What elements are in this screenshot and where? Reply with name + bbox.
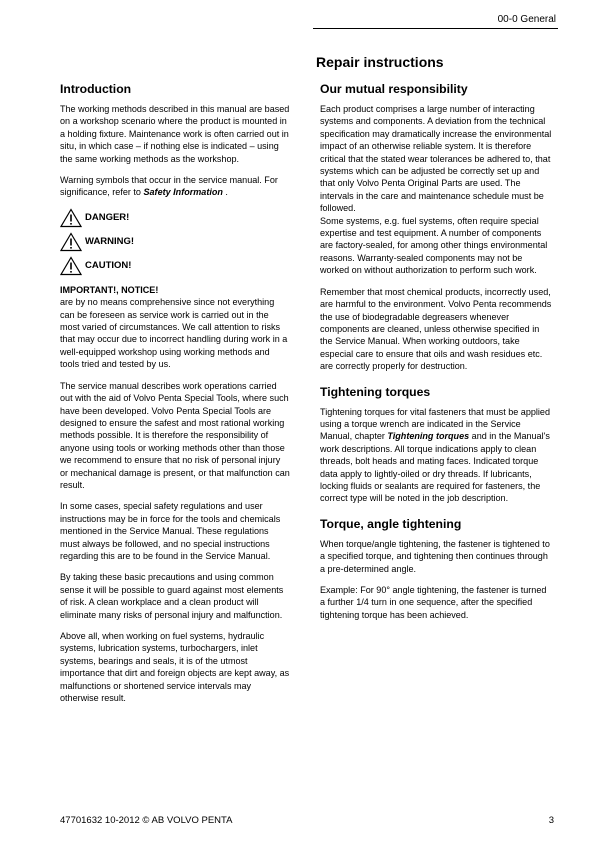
- responsibility-paragraph-2: Remember that most chemical products, incorrectly used, are harmful to the environment. Volvo Penta recommends the use of biodegradable degreasers whenever components are cleaned, unless otherwise specified in the Service Manual. When working outdoors, take especial care to ensure that oils and wash residues etc. are correctly properly for destruction.: [320, 286, 552, 372]
- warning-warning: [60, 232, 290, 252]
- tightening-torques-heading: Tightening torques: [320, 384, 431, 399]
- intro-p2-text: Warning symbols that occur in the service manual. For significance, refer to: [60, 175, 278, 198]
- intro-paragraph-1: The working methods described in this manual are based on a workshop scenario where the product is mounted in a holding fixture. Maintenance work is often carried out in situ, in which case – if nothing else is indicated – using the same working methods as the workshop.: [60, 104, 290, 164]
- right-column: [320, 82, 553, 630]
- warning-triangle-icon: [60, 232, 82, 252]
- page-title: Repair instructions: [316, 54, 444, 70]
- intro-p2-end: .: [222, 187, 228, 198]
- warning-label-caution: CAUTION!: [85, 259, 132, 271]
- angle-tightening-heading: Torque, angle tightening: [320, 516, 462, 531]
- safety-information-reference: Safety Information: [143, 187, 223, 198]
- warning-label-warning: WARNING!: [85, 235, 135, 247]
- left-column: [60, 82, 290, 713]
- regulations-paragraph: In some cases, special safety regulations and user instructions may be in force for the tools and chemicals mentioned in the Service Manual. These regulations must always be followed, and no special instructions regarding this are to be found in the Service Manual.: [60, 501, 281, 561]
- warning-triangle-icon: [60, 256, 82, 276]
- precautions-paragraph: By taking these basic precautions and using common sense it will be possible to guard against most elements of risk. A clean workplace and a clean product will eliminate many risks of personal injury and malfunction.: [60, 572, 284, 620]
- angle-tightening-paragraph-1: When torque/angle tightening, the fastener is tightened to a specified torque, and tightening then continues through a pre-determined angle.: [320, 538, 550, 574]
- introduction-heading: Introduction: [60, 82, 132, 96]
- footer-doc-info: 47701632 10-2012 © AB VOLVO PENTA: [60, 815, 233, 826]
- warning-caution: [60, 256, 290, 276]
- tightening-torques-paragraph: [320, 406, 553, 505]
- warning-danger: [60, 208, 290, 228]
- special-tools-paragraph: The service manual describes work operations carried out with the aid of Volvo Penta Special Tools, where such have been developed. Volvo Penta Special Tools are designed to ensure the safest and most rational working methods possible. It is therefore the responsibility of anyone using tools or working methods other than those we recommend to ensure that no risk of personal injury or mechanical damage is present, or that malfunction can result.: [60, 380, 290, 490]
- responsibility-paragraph-1: Each product comprises a large number of interacting systems and components. A deviation from the technical specification may dramatically increase the environmental impact of an otherwise reliable system. It is therefore critical that the stated wear tolerances be adhered to, that systems which can be adjusted be correctly set up and that only Volvo Penta Original Parts are used. The intervals in the care and maintenance schedule must be followed.: [320, 104, 552, 214]
- notice-paragraph: are by no means comprehensive since not everything can be foreseen as service work is carried out in the most varied of circumstances. We call attention to risks that may occur due to incorrect handling during work in a well-equipped workshop using working methods and tools tried and tested by us.: [60, 297, 288, 370]
- warning-label-danger: DANGER!: [85, 211, 130, 223]
- angle-tightening-paragraph-2: Example: For 90° angle tightening, the fastener is turned a further 1/4 turn in one sequence, after the specified tightening torque has been achieved.: [320, 585, 547, 620]
- tightening-torques-reference: Tightening torques: [387, 431, 470, 442]
- page-number: 3: [548, 815, 554, 826]
- torque-text-a: Tightening torques for vital fasteners that must be applied using a torque wrench are indicated in the Service Manual, chapter: [320, 406, 550, 442]
- header-section: 00-0 General: [497, 14, 556, 25]
- header-rule: [313, 28, 558, 29]
- warning-triangle-icon: [60, 208, 82, 228]
- intro-paragraph-2: [60, 174, 290, 199]
- torque-text-b: and in the Manual's work descriptions. All torque indications apply to clean threads, bolt heads and mating faces. Indicated torque data apply to lightly-oiled or dry threads. If lubricants, locking fluids or sealants are required for fasteners, the correct type will be noted in the job description.: [320, 431, 550, 504]
- cleanliness-paragraph: Above all, when working on fuel systems, hydraulic systems, lubrication systems, turbochargers, inlet systems, bearings and seals, it is of the utmost importance that dirt and foreign objects are kept away, as malfunctions or shortened service intervals may otherwise result.: [60, 631, 290, 704]
- notice-title: IMPORTANT!, NOTICE!: [60, 284, 159, 295]
- responsibility-heading: Our mutual responsibility: [320, 82, 468, 96]
- responsibility-paragraph-1b: Some systems, e.g. fuel systems, often require special expertise and test equipment. A number of components are factory-sealed, for among other things environmental reasons. Warranty-sealed components may not be worked on without authorization to perform such work.: [320, 215, 548, 276]
